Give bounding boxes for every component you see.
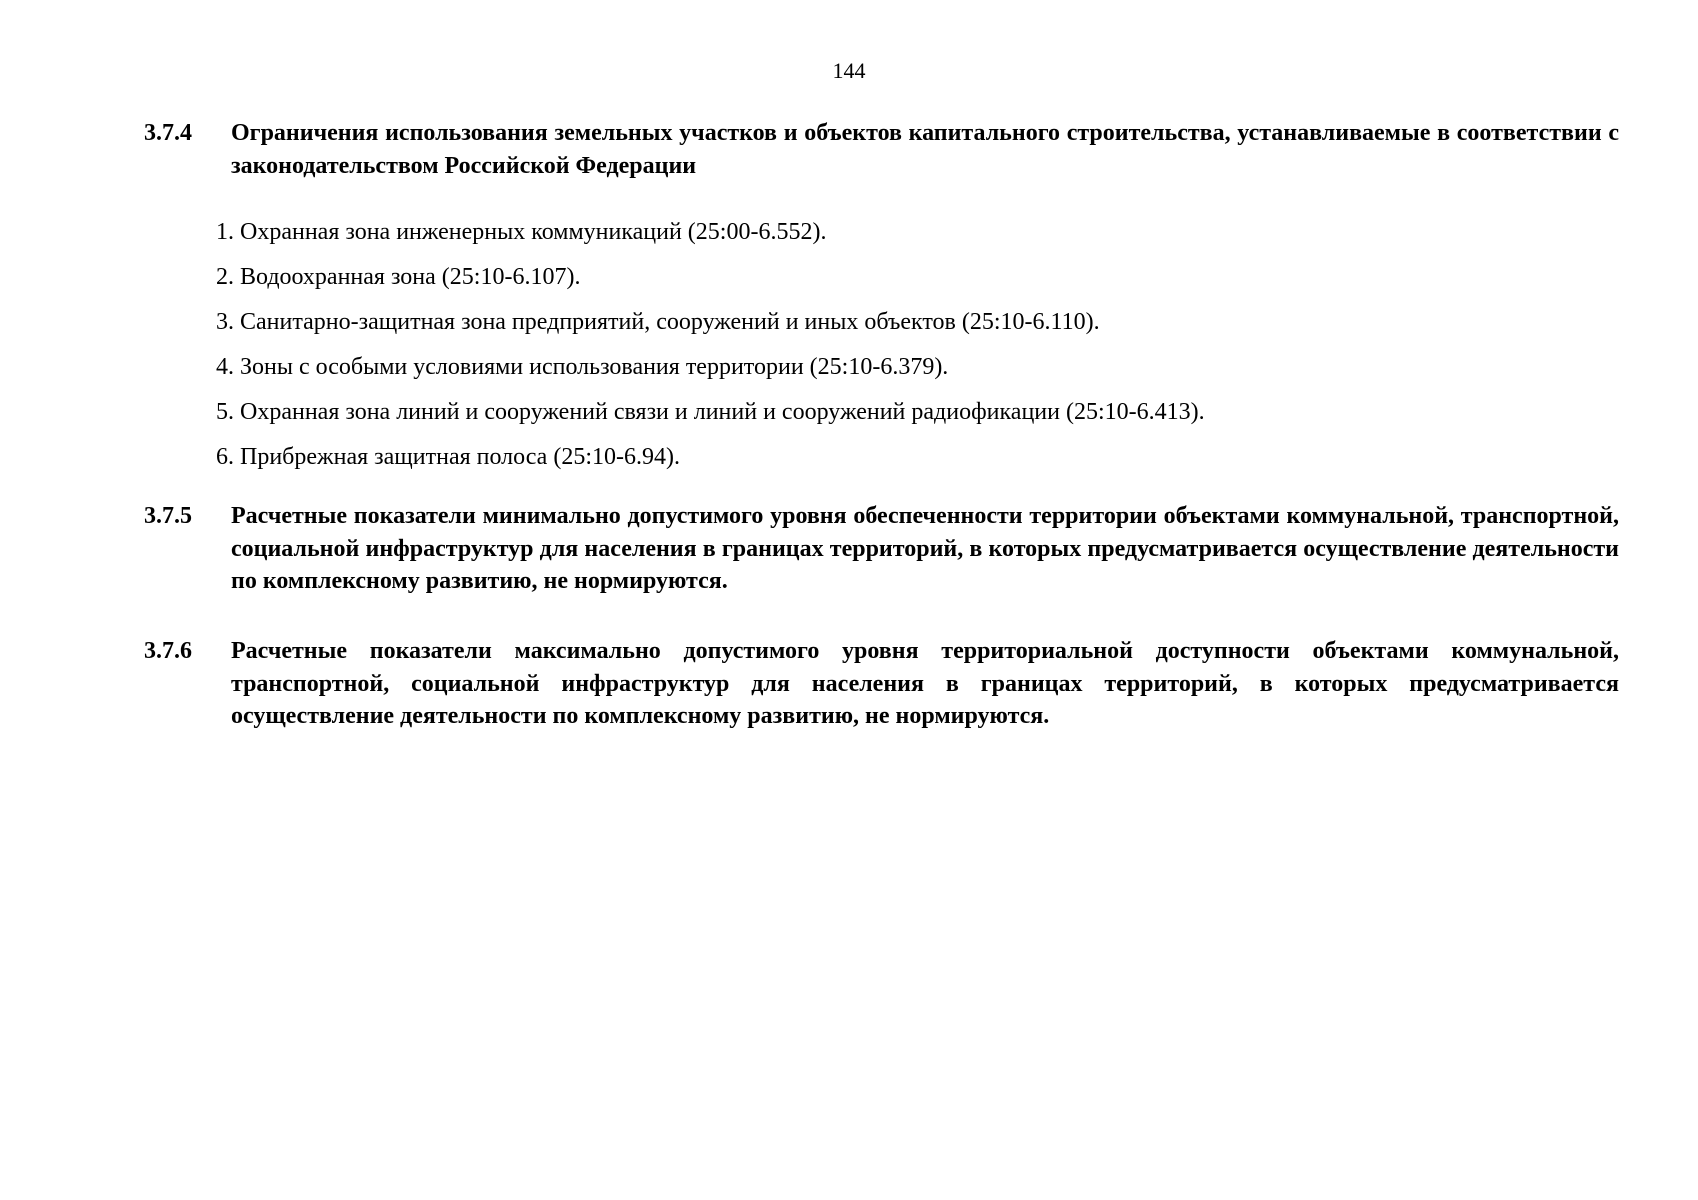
section-title: Ограничения использования земельных участков и объектов капитального строительства, устанавливаемые в соответствии с законодательством Российской Федерации [231, 120, 1619, 179]
section-title: Расчетные показатели максимально допустимого уровня территориальной доступности объектами коммунальной, транспортной, социальной инфраструктур для населения в границах территорий, в которых предусматривается осуществление деятельности по комплексному развитию, не нормируются. [231, 638, 1619, 729]
section-number: 3.7.4 [144, 120, 192, 146]
list-item: 6. Прибрежная защитная полоса (25:10-6.94). [216, 444, 680, 470]
list-item: 4. Зоны с особыми условиями использования территории (25:10-6.379). [216, 354, 949, 380]
section-number: 3.7.5 [144, 503, 192, 529]
list-item: 1. Охранная зона инженерных коммуникаций (25:00-6.552). [216, 219, 827, 245]
list-item: 5. Охранная зона линий и сооружений связи и линий и сооружений радиофикации (25:10-6.413). [216, 399, 1205, 425]
list-item: 3. Санитарно-защитная зона предприятий, сооружений и иных объектов (25:10-6.110). [216, 309, 1100, 335]
section-3-7-6 [144, 635, 1619, 733]
section-3-7-4 [144, 117, 1619, 182]
section-number: 3.7.6 [144, 638, 192, 664]
section-3-7-5 [144, 500, 1619, 598]
page-number: 144 [832, 58, 866, 83]
list-item: 2. Водоохранная зона (25:10-6.107). [216, 264, 581, 290]
restrictions-list [216, 216, 1596, 486]
section-title: Расчетные показатели минимально допустимого уровня обеспеченности территории объектами коммунальной, транспортной, социальной инфраструктур для населения в границах территорий, в которых предусматривается осуществление деятельности по комплексному развитию, не нормируются. [231, 503, 1619, 594]
